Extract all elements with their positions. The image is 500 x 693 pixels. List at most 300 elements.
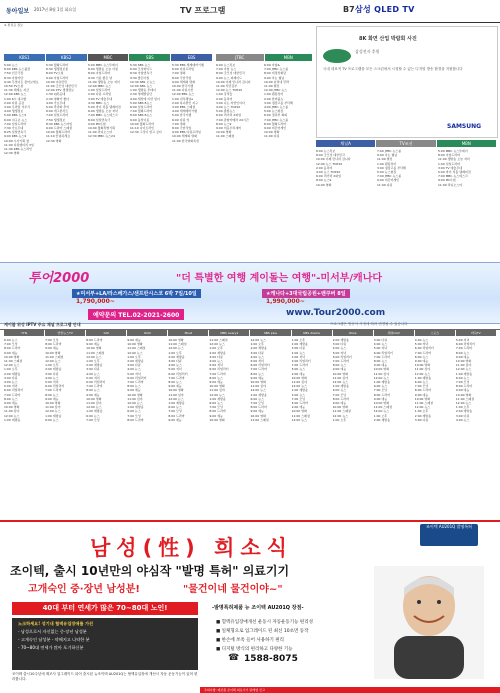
cable-program-line: 1:00 재방송 xyxy=(250,392,267,397)
cable-program-line: 9:00 예능 xyxy=(455,388,470,393)
cable-program-line: 9:00 예능 xyxy=(45,346,59,351)
cable-program-line: 7:00 드라마 xyxy=(86,384,103,389)
cable-program-line: 3:00 다큐 xyxy=(332,342,347,347)
tour-price-2: 1,990,000~ xyxy=(266,298,305,305)
cable-program-line: 11:00 스페셜 xyxy=(332,409,351,414)
channel-mbc: MBC xyxy=(88,54,129,61)
cable-program-line: 6:00 리얼리티 xyxy=(127,375,147,380)
cable-program-line: 1:00 재방송 xyxy=(291,388,308,393)
schedule-column-5: 5:30 EBS 세계테마기행 6:00 다큐프라임 7:00 명의 8:00 극한직업 9:00 세계의 명화 10:00 한국기행 11:00 다큐시선 12:00 EBS 뉴스 1:00 지식채널e 2:00 하나뿐인 지구 3:00 EBS 스페셜 4:00 세계테마기행 5:00 한국기행 6:00 다큐 잇 7:00 명의 8:00 극한직업 9:00 EBS 다큐프라임 10:00 세계의 명화 11:00 한국영화특선 xyxy=(172,63,204,143)
cable-program-line: 3:00 다큐 xyxy=(4,375,18,380)
cable-program-line: 1:00 오후 xyxy=(291,338,306,342)
schedule-column-2: 5:30 월화드라마 6:30 생생정보통 8:00 TV소설 9:00 아침드라마 10:00 여유만만 11:00 굿모닝 대한민국 12:00 2TV 생생정보 1:30 VJ특공대 2:30 영화가 좋다 4:00 가요무대 5:00 추리와 추억 6:00 개그콘서트 7:00 일일드라마 7:50 생생정보 8:30 KBS 뉴스타임 9:00 드라마 스페셜 10:00 월화드라마 11:10 안녕하세요 12:30 영화 xyxy=(46,63,77,143)
cable-program-line: 1:00 오후 xyxy=(209,346,223,351)
cable-program-line: 9:00 예능 xyxy=(373,363,388,368)
cable-program-line: 12:00 뉴스 xyxy=(332,413,349,418)
cable-program-line: 8:00 드라마 xyxy=(332,396,350,401)
cable-section-title: 케이블 위성 IPTV 주요 채널 프로그램 안내 xyxy=(4,322,81,327)
cable-program-line: 12:00 뉴스 xyxy=(291,417,307,422)
cable-program-line: 1:00 재방송 xyxy=(45,413,62,418)
cable-program-line: 3:00 다큐 xyxy=(373,338,388,342)
cable-ch-3: tvN xyxy=(86,330,126,336)
channel-kbs2: KBS2 xyxy=(46,54,87,61)
cable-program-line: 6:00 뉴스 xyxy=(4,338,18,342)
cable-program-line: 7:00 모닝 xyxy=(209,405,223,410)
cable-program-line: 1:00 재방송 xyxy=(4,417,21,422)
cable-program-line: 11:00 스페셜 xyxy=(45,354,64,359)
cable-program-line: 8:00 뉴스 xyxy=(455,350,470,355)
cable-program-line: 6:00 뉴스 xyxy=(250,396,264,401)
cable-program-line: 12:00 뉴스 xyxy=(4,413,20,418)
tour-url[interactable]: www.Tour2000.com xyxy=(286,308,386,318)
cable-program-line: 9:00 예능 xyxy=(414,359,429,364)
cable-program-line: 8:00 뉴스 xyxy=(250,371,264,376)
cable-program-line: 7:00 모닝 xyxy=(168,409,182,414)
ad-bullet-2: - 고개숙인 남성분 - 약해지고 나약한 분 xyxy=(18,637,90,642)
cable-program-line: 6:00 리얼리티 xyxy=(455,342,476,347)
cable-program-line: 1:00 오후 xyxy=(86,359,100,364)
ad-phone[interactable]: 1588-8075 xyxy=(244,654,298,664)
cable-program-line: 5:00 저녁 xyxy=(414,342,429,347)
cable-program-line: 11:00 스페셜 xyxy=(86,350,105,355)
cable-program-line: 1:00 오후 xyxy=(168,350,182,355)
cable-program-line: 11:00 스페셜 xyxy=(127,346,146,351)
cable-program-line: 12:00 뉴스 xyxy=(86,405,102,410)
cable-ch-6: MBC every1 xyxy=(209,330,249,336)
cable-program-line: 7:00 드라마 xyxy=(373,354,391,359)
ad-age-banner: 40대 부터 연세가 많은 70~80대 노인! xyxy=(12,602,198,615)
cable-column xyxy=(86,338,126,516)
cable-section-note: 프로그램은 방송사 사정에 따라 변경될 수 있습니다 xyxy=(330,322,408,326)
cable-program-line: 5:00 저녁 xyxy=(373,346,388,351)
cable-program-line: 10:00 영화 xyxy=(291,375,307,380)
cable-program-line: 11:00 심야 xyxy=(332,375,349,380)
cable-program-line: 10:00 영화 xyxy=(45,350,61,355)
phone-icon: ☎ xyxy=(228,653,240,663)
cable-program-line: 8:00 뉴스 xyxy=(4,396,18,401)
cable-column xyxy=(168,338,208,516)
cable-program-line: 10:00 영화 xyxy=(373,367,390,372)
cable-program-line: 6:00 뉴스 xyxy=(168,405,182,410)
tour-package-1: ★미서부+LA/라스베가스/샌프란시스코 6박 7일/10일 xyxy=(72,289,201,298)
cable-program-line: 11:00 심야 xyxy=(168,392,184,397)
cable-program-line: 11:00 스페셜 xyxy=(209,338,228,342)
cable-program-line: 3:00 다큐 xyxy=(127,363,141,368)
cable-program-line: 1:00 재방송 xyxy=(373,380,391,385)
samsung-ad-desc: 국내 대표적 TV 프로그램을 모든 스크린에서 시청할 수 있는 디지털 방송 환경을 지원합니다 xyxy=(323,67,463,71)
cable-program-line: 8:00 드라마 xyxy=(209,409,226,414)
cable-program-line: 9:00 예능 xyxy=(4,401,18,406)
cable-program-line: 1:00 재방송 xyxy=(86,409,103,414)
cable-program-line: 8:00 드라마 xyxy=(4,346,21,351)
cable-program-line: 4:00 뉴스 xyxy=(4,380,18,385)
cable-program-line: 8:00 뉴스 xyxy=(414,354,429,359)
cable-program-line: 8:00 뉴스 xyxy=(86,388,100,393)
cable-program-line: 10:00 영화 xyxy=(455,392,472,397)
cable-program-line: 9:00 예능 xyxy=(86,392,100,397)
cable-program-line: 1:00 재방송 xyxy=(168,401,185,406)
cable-program-line: 10:00 영화 xyxy=(86,396,102,401)
cable-program-line: 12:00 뉴스 xyxy=(168,396,184,401)
cable-program-line: 8:00 뉴스 xyxy=(209,375,223,380)
tour-phone: 예약문의 TEL.02-2021-2600 xyxy=(88,309,184,320)
cable-ch-9: Olive xyxy=(333,330,373,336)
cable-program-line: 5:00 저녁 xyxy=(45,380,59,385)
cable-program-line: 9:00 예능 xyxy=(291,371,306,376)
cable-program-line: 8:00 뉴스 xyxy=(373,359,388,364)
cable-program-line: 1:00 오후 xyxy=(4,367,18,372)
samsung-qled-banner: 삼성 QLED TV xyxy=(355,5,415,14)
ad-bullets-title: 노크하세요! 성기내 혈액유입장애를 가진 xyxy=(18,621,94,626)
cable-program-line: 5:00 저녁 xyxy=(209,363,223,368)
cable-program-line: 6:00 리얼리티 xyxy=(414,346,435,351)
cable-program-line: 7:00 드라마 xyxy=(414,350,432,355)
cable-program-line: 7:00 드라마 xyxy=(332,359,350,364)
cable-program-line: 11:00 심야 xyxy=(373,371,390,376)
cable-program-line: 9:00 예능 xyxy=(127,338,141,342)
ad-feature-4: ■ 디지털 방식의 편리하고 다양한 기능 xyxy=(216,647,293,652)
cable-program-line: 3:00 다큐 xyxy=(414,417,429,422)
ad-bullet-3: - 70~80대 연세가 많아 포기하신분 xyxy=(18,645,84,650)
schedule-column-9: 7:00 JTBC 뉴스룸 9:00 아는 형님 11:00 썰전 1:00 팬텀싱어 3:00 냉장고를 부탁해 5:00 뉴스현장 7:00 JTBC 뉴스룸 9:00 비긴어게인 11:00 다큐 xyxy=(377,149,406,187)
cable-program-line: 11:00 심야 xyxy=(86,401,102,406)
cable-program-line: 1:00 재방송 xyxy=(209,396,226,401)
cable-program-line: 12:00 뉴스 xyxy=(455,401,472,406)
cable-program-line: 6:00 뉴스 xyxy=(414,380,429,385)
cable-program-line: 4:00 뉴스 xyxy=(291,350,306,355)
cable-program-line: 7:00 모닝 xyxy=(373,388,388,393)
cable-program-line: 11:00 심야 xyxy=(4,409,20,414)
cable-program-line: 1:00 오후 xyxy=(250,342,264,347)
cable-ch-4: OCN xyxy=(127,330,167,336)
ad-quote: "물건이네 물건이야~" xyxy=(183,584,283,595)
cable-program-line: 2:00 재방송 xyxy=(127,359,144,364)
cable-program-line: 8:00 뉴스 xyxy=(168,380,182,385)
ad-subhead: 조이텍, 출시 10년만의 야심작 "발명 특허" 의료기기 xyxy=(10,564,290,578)
cable-program-line: 11:00 스페셜 xyxy=(168,342,187,347)
cable-program-line: 9:00 예능 xyxy=(86,342,100,347)
cable-program-line: 10:00 영화 xyxy=(291,409,307,414)
cable-program-line: 11:00 스페셜 xyxy=(414,401,434,406)
cable-program-line: 7:00 드라마 xyxy=(45,388,62,393)
cable-program-line: 5:00 저녁 xyxy=(332,350,347,355)
issue-date: 2017년 8월 1일 화요일 xyxy=(34,7,77,12)
cable-program-line: 8:00 드라마 xyxy=(414,388,432,393)
cable-program-line: 8:00 뉴스 xyxy=(127,384,141,389)
cable-program-line: 10:00 영화 xyxy=(414,396,431,401)
cable-program-line: 4:00 뉴스 xyxy=(209,359,223,364)
cable-program-line: 2:00 재방송 xyxy=(291,342,308,347)
cable-program-line: 4:00 뉴스 xyxy=(455,417,470,422)
schedule-column-1: 5:00 뉴스 6:00 KBS 뉴스광장 7:50 인간극장 8:30 아침마당 9:40 무엇이든 물어보세요 10:50 TV소설 11:30 세계는 지금 12:00 KBS 뉴스 1:00 6시 내고향 2:00 다큐 공감 3:00 우리말 겨루기 4:00 생생정보 5:00 KBS 뉴스5 6:00 지구촌 뉴스 7:00 일일드라마 7:30 가요무대 8:25 일일연속극 9:00 KBS 뉴스9 10:00 시사기획 창 11:00 다큐멘터리 3일 11:40 KBS 뉴스라인 12:30 영화 xyxy=(4,63,39,156)
cable-program-line: 1:00 오후 xyxy=(414,409,429,414)
cable-program-line: 2:00 재방송 xyxy=(86,363,103,368)
schedule-column-4: 5:30 SBS 뉴스 6:00 모닝와이드 8:30 아침연속극 9:30 좋은아침 10:30 SBS 오뉴스 12:00 SBS 뉴스 1:00 생방송 투데이 2:30 영재발굴단 4:00 세상에 이런 일이 5:00 SBS 8뉴스 6:00 일일드라마 7:00 월화드라마 8:00 SBS 8뉴스 9:00 동상이몽 10:00 월화드라마 11:10 나이트라인 12:30 그것이 알고 싶다 xyxy=(130,63,162,135)
cable-program-line: 5:00 저녁 xyxy=(168,367,182,372)
cable-program-line: 11:00 심야 xyxy=(250,384,266,389)
ad-feature-1: ■ 혈액유입장애개선 운동시 자동운동기능 편리성 xyxy=(216,620,313,625)
tour-price-1: 1,790,000~ xyxy=(76,298,115,305)
cable-program-line: 12:00 뉴스 xyxy=(455,367,472,372)
cable-column xyxy=(333,338,373,516)
cable-program-line: 12:00 뉴스 xyxy=(209,342,225,347)
cable-ch-1: YTN xyxy=(4,330,44,336)
cable-program-line: 2:00 재방송 xyxy=(373,417,391,422)
cable-program-line: 2:00 재방송 xyxy=(455,409,473,414)
cable-program-line: 11:00 심야 xyxy=(455,363,472,368)
channel-mbn-right: MBN xyxy=(437,140,496,147)
cable-column xyxy=(4,338,44,516)
cable-section-bar xyxy=(0,321,500,330)
cable-program-line: 6:00 리얼리티 xyxy=(250,363,270,368)
cable-program-line: 7:00 모닝 xyxy=(332,392,347,397)
cable-program-line: 6:00 리얼리티 xyxy=(332,354,352,359)
cable-program-line: 9:00 예능 xyxy=(373,396,388,401)
schedule-column-10: 5:00 MBC 뉴스투데이 8:00 아침드라마 11:00 생방송 오늘 저녁 1:00 일일드라마 3:00 TV 예술무대 5:00 마이 리틀 텔레비전 7:00 MBC 뉴스데스크 9:00 PD수첩 11:00 라디오스타 xyxy=(438,149,471,187)
cable-program-line: 2:00 재방송 xyxy=(332,338,350,342)
cable-program-line: 6:00 뉴스 xyxy=(455,375,470,380)
cable-ch-7: SBS plus xyxy=(250,330,290,336)
samsung-ad-box xyxy=(316,26,498,138)
cable-program-line: 7:00 모닝 xyxy=(414,384,429,389)
cable-program-line: 1:00 재방송 xyxy=(414,375,432,380)
ad-feature-3: ■ 한손에 쏘옥 들어 사용하기 편리 xyxy=(216,638,284,643)
cable-program-line: 11:00 스페셜 xyxy=(250,417,269,422)
cable-program-line: 12:00 뉴스 xyxy=(168,346,184,351)
cable-program-line: 12:00 뉴스 xyxy=(250,338,266,342)
channel-chA: 채널A xyxy=(316,140,375,147)
cable-program-line: 12:00 뉴스 xyxy=(373,375,390,380)
cable-program-line: 6:00 리얼리티 xyxy=(373,350,393,355)
cable-program-line: 12:00 뉴스 xyxy=(45,409,61,414)
cable-program-line: 10:00 영화 xyxy=(127,392,143,397)
ad-patent: -발명특허제품 뉴 조이텍 AU201Q 장점- xyxy=(212,605,304,611)
cable-program-line: 3:00 다큐 xyxy=(209,354,223,359)
cable-program-line: 7:00 모닝 xyxy=(86,417,100,422)
cable-program-line: 11:00 스페셜 xyxy=(373,405,392,410)
cable-program-line: 8:00 드라마 xyxy=(373,392,391,397)
cable-program-line: 10:00 영화 xyxy=(250,380,266,385)
cable-program-line: 10:00 영화 xyxy=(373,401,390,406)
cable-program-line: 7:00 드라마 xyxy=(455,346,473,351)
cable-program-line: 12:00 뉴스 xyxy=(414,371,431,376)
channel-jtbc: JTBC xyxy=(216,54,264,61)
cable-program-line: 10:00 영화 xyxy=(4,354,20,359)
ad-footer: 주의사항: 제조원 조이텍 의료기기 판매업 신고 xyxy=(200,687,500,693)
cable-program-line: 11:00 심야 xyxy=(127,396,143,401)
cable-program-line: 10:00 영화 xyxy=(332,371,349,376)
cable-program-line: 9:00 예능 xyxy=(250,409,264,414)
cable-program-line: 9:00 예능 xyxy=(209,413,223,418)
cable-program-line: 4:00 뉴스 xyxy=(86,371,100,376)
cable-program-line: 3:00 다큐 xyxy=(291,346,306,351)
schedule-column-7: 6:00 아침& 7:00 JTBC 뉴스룸 8:00 비정상회담 9:00 아는 형님 10:00 효리네 민박 11:00 썰전 12:00 JTBC 뉴스 1:00 팬텀싱어 2:00 한끼줍쇼 3:00 냉장고를 부탁해 4:00 JTBC 뉴스룸 5:00 뉴스현장 6:00 정치부 회의 7:00 JTBC 뉴스룸 8:00 월화드라마 9:00 비긴어게인 10:00 영화 11:00 다큐 xyxy=(264,63,293,139)
cable-program-line: 7:00 모닝 xyxy=(127,413,141,418)
cable-program-line: 5:00 저녁 xyxy=(455,338,470,342)
cable-program-line: 12:00 뉴스 xyxy=(250,388,266,393)
cable-program-line: 9:00 예능 xyxy=(332,367,347,372)
cable-ch-11: 스포츠 xyxy=(415,330,455,336)
page-header xyxy=(0,0,500,23)
cable-program-line: 10:00 영화 xyxy=(250,413,266,418)
cable-program-line: 6:00 뉴스 xyxy=(86,413,100,418)
cable-program-line: 8:00 뉴스 xyxy=(332,363,347,368)
cable-column xyxy=(415,338,455,516)
cable-program-line: 12:00 뉴스 xyxy=(127,401,143,406)
cable-program-line: 9:00 예능 xyxy=(127,388,141,393)
cable-program-line: 12:00 뉴스 xyxy=(86,354,102,359)
cable-program-line: 2:00 재방송 xyxy=(209,350,226,355)
cable-program-line: 11:00 심야 xyxy=(209,388,225,393)
cable-channel-bar xyxy=(4,330,496,336)
cable-program-line: 9:00 예능 xyxy=(4,350,18,355)
section-title: TV 프로그램 xyxy=(180,6,226,15)
cable-program-line: 10:00 영화 xyxy=(168,388,184,393)
cable-program-line: 1:00 오후 xyxy=(332,417,347,422)
cable-program-line: 2:00 재방송 xyxy=(414,413,432,418)
samsung-ad-title: 8K 화면 산업 박람회 사진 xyxy=(359,36,417,42)
cable-program-line: 6:00 뉴스 xyxy=(45,417,59,422)
cable-ch-12: 바둑TV xyxy=(456,330,496,336)
cable-program-line: 10:00 영화 xyxy=(332,405,349,410)
cable-program-line: 5:00 저녁 xyxy=(291,354,306,359)
cable-program-line: 7:00 드라마 xyxy=(250,367,267,372)
cable-program-line: 2:00 재방송 xyxy=(168,354,185,359)
cable-program-line: 7:00 드라마 xyxy=(291,363,308,368)
cable-program-line: 4:00 뉴스 xyxy=(250,354,264,359)
cable-program-line: 9:00 예능 xyxy=(168,417,182,422)
ad-badge: 조이텍 AU201Q 발명특허 xyxy=(420,524,478,546)
schedule-column-6: 6:00 뉴스특보 7:00 아침 뉴스 8:00 굿모닝 대한민국 9:00 뉴스 퍼레이드 10:00 이제 만나러 갑니다 11:00 서민갑부 12:00 뉴스 TOP10 1:00 강적들 2:00 동치미 3:00 나는 자연인이다 4:00 뉴스 TOP10 5:00 종합뉴스 6:00 먹거리 X파일 7:00 관찰카메라 24시간 8:00 뉴스9 9:00 미운우리새끼 10:00 영화 11:00 스페셜 xyxy=(216,63,251,139)
cable-program-line: 9:00 예능 xyxy=(332,401,347,406)
cable-program-line: 10:00 영화 xyxy=(455,359,472,364)
ad-photo-person xyxy=(374,566,484,679)
cable-program-line: 4:00 뉴스 xyxy=(414,338,429,342)
cable-program-line: 8:00 드라마 xyxy=(455,384,473,389)
main-channel-bar xyxy=(4,54,212,61)
samsung-ad-sub: 삼성전자 후원 xyxy=(355,49,380,54)
schedule-column-8: 6:00 뉴스특보 8:00 굿모닝 대한민국 10:00 이제 만나러 갑니다 12:00 뉴스 TOP10 2:00 동치미 4:00 뉴스 TOP10 6:00 먹거리 X파일 8:00 뉴스9 10:00 영화 xyxy=(316,149,351,187)
page-number: B7 xyxy=(343,5,355,14)
cable-column xyxy=(45,338,85,516)
cable-program-line: 9:00 예능 xyxy=(291,405,306,410)
channel-tvchosun: TV조선 xyxy=(376,140,435,147)
cable-program-line: 7:00 모닝 xyxy=(455,380,470,385)
cable-program-line: 8:00 뉴스 xyxy=(45,392,59,397)
cable-grid xyxy=(0,330,500,518)
cable-program-line: 6:00 리얼리티 xyxy=(86,380,106,385)
cable-program-line: 9:00 예능 xyxy=(250,375,264,380)
cable-program-line: 6:00 리얼리티 xyxy=(168,371,188,376)
cable-program-line: 6:00 뉴스 xyxy=(332,388,347,393)
cable-program-line: 6:00 리얼리티 xyxy=(4,388,24,393)
cable-program-line: 11:00 스페셜 xyxy=(455,396,475,401)
cable-program-line: 8:00 뉴스 xyxy=(291,367,306,372)
ad-description: 조이텍 출시10주년에 제조사 업그레이드 되어 출시된 뉴조이텍 AU201Q는 혈액유입장애 개선시 자동 운동기능이 있어 편리합니다. xyxy=(12,672,198,681)
cable-program-line: 7:00 모닝 xyxy=(250,401,264,406)
cable-program-line: 11:00 스페셜 xyxy=(4,359,23,364)
cable-program-line: 1:00 오후 xyxy=(455,405,470,410)
cable-program-line: 2:00 재방송 xyxy=(250,346,267,351)
cable-program-line: 6:00 리얼리티 xyxy=(45,384,65,389)
cable-program-line: 7:00 드라마 xyxy=(168,375,185,380)
cable-ch-10: 채널CGV xyxy=(374,330,414,336)
cable-program-line: 10:00 영화 xyxy=(168,338,184,342)
cable-program-line: 2:00 재방송 xyxy=(4,371,21,376)
cable-program-line: 6:00 리얼리티 xyxy=(291,359,311,364)
cable-program-line: 1:00 오후 xyxy=(373,413,388,418)
tour-package-2: ★캐나다+3대국립공원+밴쿠버 8일 xyxy=(262,289,350,298)
cable-program-line: 10:00 영화 xyxy=(127,342,143,347)
cable-program-line: 10:00 영화 xyxy=(414,363,431,368)
cable-program-line: 12:00 뉴스 xyxy=(4,363,20,368)
cable-program-line: 12:00 뉴스 xyxy=(45,359,61,364)
cable-program-line: 1:00 오후 xyxy=(45,363,59,368)
cable-column xyxy=(374,338,414,516)
cable-program-line: 5:00 저녁 xyxy=(86,375,100,380)
cable-column xyxy=(250,338,290,516)
cable-program-line: 10:00 영화 xyxy=(209,417,225,422)
cable-program-line: 10:00 영화 xyxy=(86,346,102,351)
cable-program-line: 7:00 드라마 xyxy=(4,392,21,397)
right-channel-bar xyxy=(316,140,496,147)
header-info-line: ※ 편성표 정보 xyxy=(4,23,23,27)
mid-channel-bar xyxy=(216,54,312,61)
cable-columns xyxy=(4,338,496,516)
cable-program-line: 8:00 드라마 xyxy=(291,401,308,406)
ad-bullets xyxy=(12,618,198,670)
tour2000-ad xyxy=(0,262,500,324)
cable-program-line: 7:00 모닝 xyxy=(45,338,59,342)
cable-ch-8: KBS drama xyxy=(292,330,332,336)
schedule-column-3: 5:00 MBC 뉴스투데이 6:00 생방송 오늘 아침 8:00 아침드라마 9:30 기분 좋은 날 11:00 생방송 오늘 저녁 12:00 MBC 뉴스 1:00 일일드라마 2:00 다큐 프라임 3:00 TV 예술무대 4:30 MBC 뉴스 5:00 마이 리틀 텔레비전 6:00 생방송 오늘 저녁 7:00 MBC 뉴스데스크 8:00 일일연속극 9:00 PD수첩 10:00 월화특별기획 11:00 라디오스타 12:30 MBC 뉴스24 xyxy=(88,63,121,139)
cable-program-line: 6:00 뉴스 xyxy=(127,409,141,414)
cable-program-line: 1:00 오후 xyxy=(127,354,141,359)
cable-program-line: 9:00 예능 xyxy=(45,396,59,401)
ad-feature-2: ■ 일체형으로 업그레이드 된 최신 10초면 동작 xyxy=(216,629,309,634)
cable-program-line: 8:00 드라마 xyxy=(86,338,103,342)
cable-program-line: 3:00 다큐 xyxy=(45,371,59,376)
cable-program-line: 12:00 뉴스 xyxy=(332,380,349,385)
cable-program-line: 1:00 재방송 xyxy=(332,384,350,389)
channel-ebs: EBS xyxy=(171,54,212,61)
cable-program-line: 4:00 뉴스 xyxy=(332,346,347,351)
ad-bullet-1: - 남성으로서 자신없는 중·장년 남성분 xyxy=(18,629,87,634)
cable-program-line: 5:00 저녁 xyxy=(250,359,264,364)
cable-program-line: 3:00 다큐 xyxy=(86,367,100,372)
cable-program-line: 7:00 드라마 xyxy=(127,380,144,385)
cable-program-line: 11:00 심야 xyxy=(291,380,307,385)
cable-program-line: 12:00 뉴스 xyxy=(127,350,143,355)
newspaper-name: 동아일보 xyxy=(6,8,30,15)
event-logo-icon xyxy=(323,49,351,63)
cable-column xyxy=(292,338,332,516)
cable-program-line: 4:00 뉴스 xyxy=(168,363,182,368)
cable-program-line: 6:00 리얼리티 xyxy=(209,367,229,372)
ad-headline: 남성(性) 희소식 xyxy=(90,536,293,560)
ad-target: 고개숙인 중·장년 남성분! xyxy=(28,584,140,595)
tour-slogan: "더 특별한 여행 계이돌는 여행"-미서부/캐나다 xyxy=(176,273,383,284)
cable-program-line: 5:00 저녁 xyxy=(4,384,18,389)
cable-program-line: 7:00 모닝 xyxy=(4,342,18,347)
cable-program-line: 4:00 뉴스 xyxy=(45,375,59,380)
cable-program-line: 1:00 재방송 xyxy=(127,405,144,410)
cable-column xyxy=(456,338,496,516)
cable-program-line: 8:00 드라마 xyxy=(45,342,62,347)
cable-program-line: 11:00 심야 xyxy=(45,405,61,410)
cable-program-line: 2:00 재방송 xyxy=(45,367,62,372)
cable-program-line: 4:00 뉴스 xyxy=(373,342,388,347)
